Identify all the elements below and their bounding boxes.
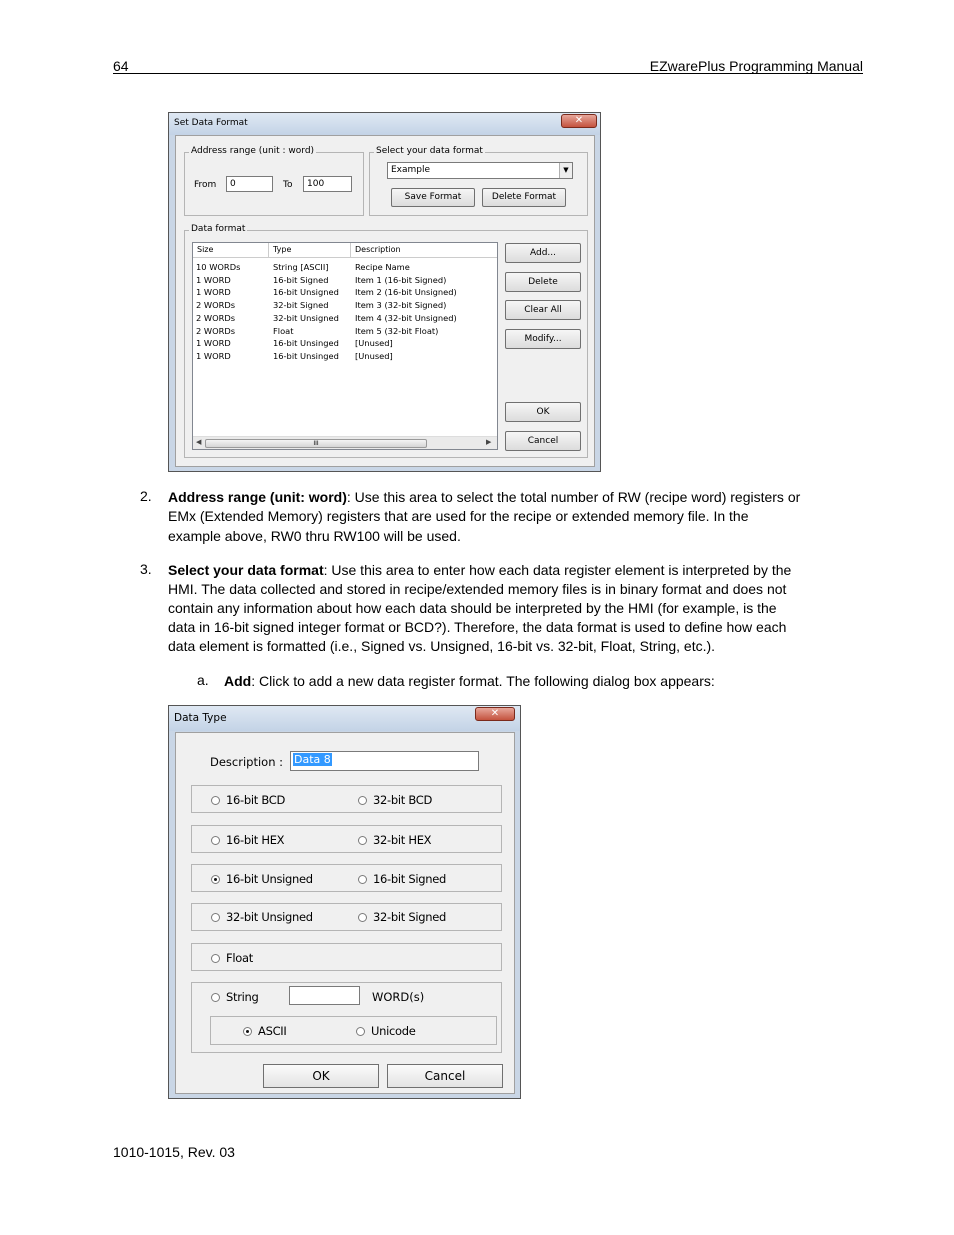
description-value: Data 8 [294,753,331,766]
scroll-right-icon[interactable]: ▶ [486,438,492,446]
ok-button[interactable]: OK [263,1064,379,1088]
title-bar [169,706,520,731]
delete-button[interactable]: Delete [505,272,581,292]
radio-label: ASCII [258,1024,287,1038]
row-size: 10 WORDs [196,262,241,272]
item-3-line-2: HMI. The data collected and stored in recipe/extended memory files is in binary format and does not [168,581,787,597]
table-row[interactable] [193,274,497,287]
item-3-heading: Select your data format [168,562,324,578]
row-description: Item 4 (32-bit Unsigned) [355,312,457,323]
format-select[interactable] [387,162,573,179]
row-type: 16-bit Unsinged [273,338,339,349]
radio-16bit-unsigned[interactable] [211,872,313,886]
row-description: Item 3 (32-bit Signed) [355,300,447,311]
table-row[interactable] [193,286,497,299]
add-button[interactable]: Add... [505,243,581,263]
to-input[interactable]: 100 [303,176,352,192]
16bit-row [191,864,502,892]
address-range-label: Address range (unit : word) [191,146,315,156]
row-description: [Unused] [355,338,393,349]
row-type: 32-bit Signed [273,300,329,311]
float-row [191,943,502,971]
radio-button-icon [211,875,220,884]
row-size: 1 WORD [196,274,231,285]
item-a-line [224,672,715,691]
row-description: Item 5 (32-bit Float) [355,325,439,336]
row-size: 1 WORD [196,338,231,349]
radio-label: String [226,990,259,1004]
item-a-text: : Click to add a new data register format. The following dialog box appears: [251,673,715,689]
table-row[interactable] [193,261,497,274]
dialog-title: Set Data Format [174,118,248,128]
page-number: 64 [113,58,129,74]
column-type[interactable]: Type [273,245,292,254]
dialog-client [175,732,515,1094]
radio-button-icon [211,993,220,1002]
data-format-list[interactable] [192,242,498,450]
item-a-heading: Add [224,673,252,689]
table-row[interactable] [193,325,497,338]
column-size[interactable]: Size [197,245,214,254]
item-3-line-4: data in 16-bit signed integer format or BCD?). Therefore, the data format is used to define how each [168,619,787,635]
table-row[interactable] [193,299,497,312]
radio-label: 32-bit BCD [373,793,433,807]
description-label: Description : [210,755,284,769]
item-2-line-1 [168,488,800,507]
footer-doc-id: 1010-1015, Rev. 03 [113,1144,235,1160]
table-row[interactable] [193,312,497,325]
row-type: 16-bit Unsigned [273,287,339,298]
save-format-button[interactable]: Save Format [391,188,475,207]
table-row[interactable] [193,350,497,363]
radio-label: Unicode [371,1024,416,1038]
row-type: 16-bit Unsinged [273,350,339,361]
from-label: From [194,180,217,190]
item-2-heading: Address range (unit: word) [168,489,347,505]
select-format-label: Select your data format [376,146,483,156]
row-size: 2 WORDs [196,312,236,323]
row-size: 2 WORDs [196,300,236,311]
row-type: 16-bit Signed [273,274,329,285]
clear-all-button[interactable]: Clear All [505,300,581,320]
radio-button-icon [356,1027,365,1036]
item-3-number: 3. [140,561,152,577]
header-rule [113,73,863,74]
item-3-line-1 [168,561,791,580]
string-group [191,982,502,1053]
radio-button-icon [211,913,220,922]
radio-label: 16-bit HEX [226,833,285,847]
horizontal-scrollbar[interactable] [193,436,497,449]
encoding-row [210,1016,497,1045]
chevron-down-icon[interactable]: ▼ [559,163,572,178]
item-a-number: a. [197,672,209,688]
delete-format-button[interactable]: Delete Format [482,188,566,207]
radio-button-icon [211,796,220,805]
item-2-text: : Use this area to select the total number of RW (recipe word) registers or [346,489,801,505]
row-size: 2 WORDs [196,325,236,336]
row-type: String [ASCII] [273,262,329,272]
title-bar [169,113,600,135]
row-description: Recipe Name [355,262,410,272]
bcd-row [191,785,502,813]
item-3-text: : Use this area to enter how each data register element is interpreted by the [323,562,792,578]
column-description[interactable]: Description [355,245,401,254]
radio-button-icon [358,913,367,922]
description-input[interactable] [290,751,479,771]
scroll-left-icon[interactable]: ◀ [196,438,202,446]
list-header [193,243,497,258]
item-3-line-5: data element is formatted (i.e., Signed vs. Unsigned, 16-bit vs. 32-bit, Float, String, etc.). [168,638,716,654]
dialog-client [175,135,595,467]
column-divider [350,243,351,258]
row-description: Item 2 (16-bit Unsigned) [355,287,457,298]
radio-unicode[interactable] [356,1024,416,1038]
row-size: 1 WORD [196,350,231,361]
radio-32bit-unsigned[interactable] [211,910,313,924]
radio-label: 16-bit Signed [373,872,447,886]
column-divider [268,243,269,258]
words-label: WORD(s) [372,990,425,1004]
32bit-row [191,903,502,931]
cancel-button[interactable]: Cancel [387,1064,503,1088]
to-label: To [283,180,293,190]
radio-16bit-signed[interactable] [358,872,446,886]
radio-button-icon [211,954,220,963]
item-2-line-2: EMx (Extended Memory) registers that are used for the recipe or extended memory file. In the [168,508,749,524]
radio-button-icon [358,836,367,845]
radio-label: 32-bit Unsigned [226,910,313,924]
data-type-dialog [168,705,521,1099]
hex-row [191,825,502,853]
radio-label: 32-bit HEX [373,833,432,847]
table-row[interactable] [193,337,497,350]
cancel-button[interactable]: Cancel [505,431,581,451]
radio-button-icon [358,796,367,805]
modify-button[interactable]: Modify... [505,329,581,349]
item-3-line-3: contain any information about how each data should be interpreted by the HMI (for example, is the [168,600,777,616]
row-description: [Unused] [355,350,393,361]
scroll-thumb[interactable]: III [205,439,427,448]
dialog-title: Data Type [174,712,227,724]
radio-32bit-bcd[interactable] [358,793,432,807]
radio-32bit-signed[interactable] [358,910,446,924]
radio-label: 16-bit Unsigned [226,872,313,886]
radio-ascii[interactable] [243,1024,286,1038]
row-size: 1 WORD [196,287,231,298]
radio-32bit-hex[interactable] [358,833,431,847]
row-description: Item 1 (16-bit Signed) [355,274,447,285]
row-type: Float [273,325,294,336]
row-type: 32-bit Unsigned [273,312,339,323]
close-icon[interactable]: ✕ [475,707,515,721]
radio-label: 32-bit Signed [373,910,447,924]
manual-title: EZwarePlus Programming Manual [649,58,863,74]
item-2-line-3: example above, RW0 thru RW100 will be used. [168,528,461,544]
set-data-format-dialog [168,112,601,472]
ok-button[interactable]: OK [505,402,581,422]
radio-label: 16-bit BCD [226,793,286,807]
radio-button-icon [211,836,220,845]
radio-label: Float [226,951,253,965]
close-icon[interactable]: ✕ [561,114,597,128]
radio-16bit-bcd[interactable] [211,793,285,807]
data-format-label: Data format [191,224,246,234]
radio-float[interactable] [211,951,253,965]
radio-string[interactable] [211,990,259,1004]
from-input[interactable]: 0 [226,176,273,192]
radio-button-icon [358,875,367,884]
radio-button-icon [243,1027,252,1036]
item-2-number: 2. [140,488,152,504]
radio-16bit-hex[interactable] [211,833,284,847]
string-length-input[interactable] [289,986,360,1005]
format-select-value: Example [391,165,431,175]
